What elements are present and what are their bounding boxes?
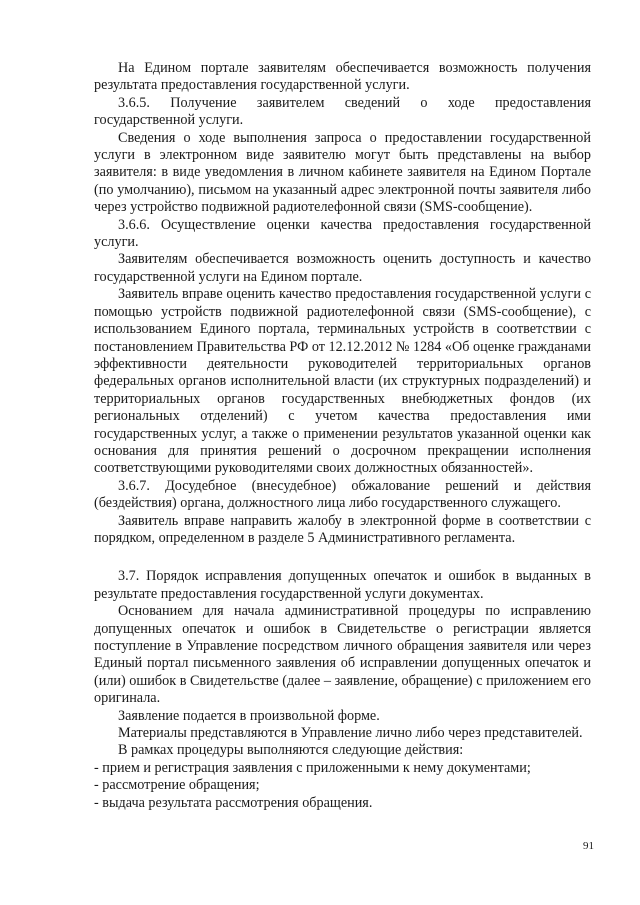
paragraph: Заявление подается в произвольной форме. — [118, 707, 380, 724]
paragraph: Заявитель вправе оценить качество предоставления государственной услуги с помощью устройств подвижной радиотелефонной связи (SMS-сообщение), с использованием Единого портала, терминальных устройств в соответствии с постановлением Правительства РФ от 12.12.2012 № 1284 «Об оценке гражданами эффективности деятельности руководителей территориальных органов федеральных органов исполнительной власти (их структурных подразделений) и территориальных органов государственных внебюджетных фондов (их региональных отделений) с учетом качества предоставления ими государственных услуг, а также о применении результатов указанной оценки как основания для принятия решений о досрочном прекращении исполнения соответствующими руководителями своих должностных обязанностей». — [94, 286, 591, 477]
paragraph: В рамках процедуры выполняются следующие действия: — [118, 742, 464, 759]
body-text — [94, 60, 591, 812]
paragraph: Сведения о ходе выполнения запроса о предоставлении государственной услуги в электронном виде заявителю могут быть представлены на выбор заявителя: в виде уведомления в личном кабинете заявителя на Едином Портале (по умолчанию), письмом на указанный адрес электронной почты заявителя либо через устройство подвижной радиотелефонной связи (SMS-сообщение). — [94, 129, 591, 216]
list-item: - выдача результата рассмотрения обращения. — [94, 794, 373, 811]
section-heading-3-6-5: 3.6.5. Получение заявителем сведений о ходе предоставления государственной услуги. — [94, 94, 591, 129]
list-item: - прием и регистрация заявления с приложенными к нему документами; — [94, 759, 531, 776]
paragraph: Материалы представляются в Управление лично либо через представителей. — [118, 725, 583, 742]
paragraph: Заявителям обеспечивается возможность оценить доступность и качество государственной услуги на Едином портале. — [94, 251, 591, 285]
section-spacer — [94, 547, 591, 568]
section-heading-3-6-6: 3.6.6. Осуществление оценки качества предоставления государственной услуги. — [94, 216, 591, 251]
list-item: - рассмотрение обращения; — [94, 777, 260, 794]
paragraph: Заявитель вправе направить жалобу в электронной форме в соответствии с порядком, определенном в разделе 5 Административного регламента. — [94, 512, 591, 546]
paragraph: На Едином портале заявителям обеспечивается возможность получения результата предоставления государственной услуги. — [94, 60, 591, 94]
paragraph: Основанием для начала административной процедуры по исправлению допущенных опечаток и ошибок в Свидетельстве о регистрации является поступление в Управление посредством личного обращения заявителя или через Единый портал письменного заявления об исправлении допущенных опечаток и (или) ошибок в Свидетельстве (далее – заявление, обращение) с приложением его оригинала. — [94, 603, 591, 707]
section-heading-3-7: 3.7. Порядок исправления допущенных опечаток и ошибок в выданных в результате предоставления государственной услуги документах. — [94, 568, 591, 602]
section-heading-3-6-7: 3.6.7. Досудебное (внесудебное) обжалование решений и действия (бездействия) органа, должностного лица либо государственного служащего. — [94, 477, 591, 512]
page-number: 91 — [583, 840, 594, 852]
